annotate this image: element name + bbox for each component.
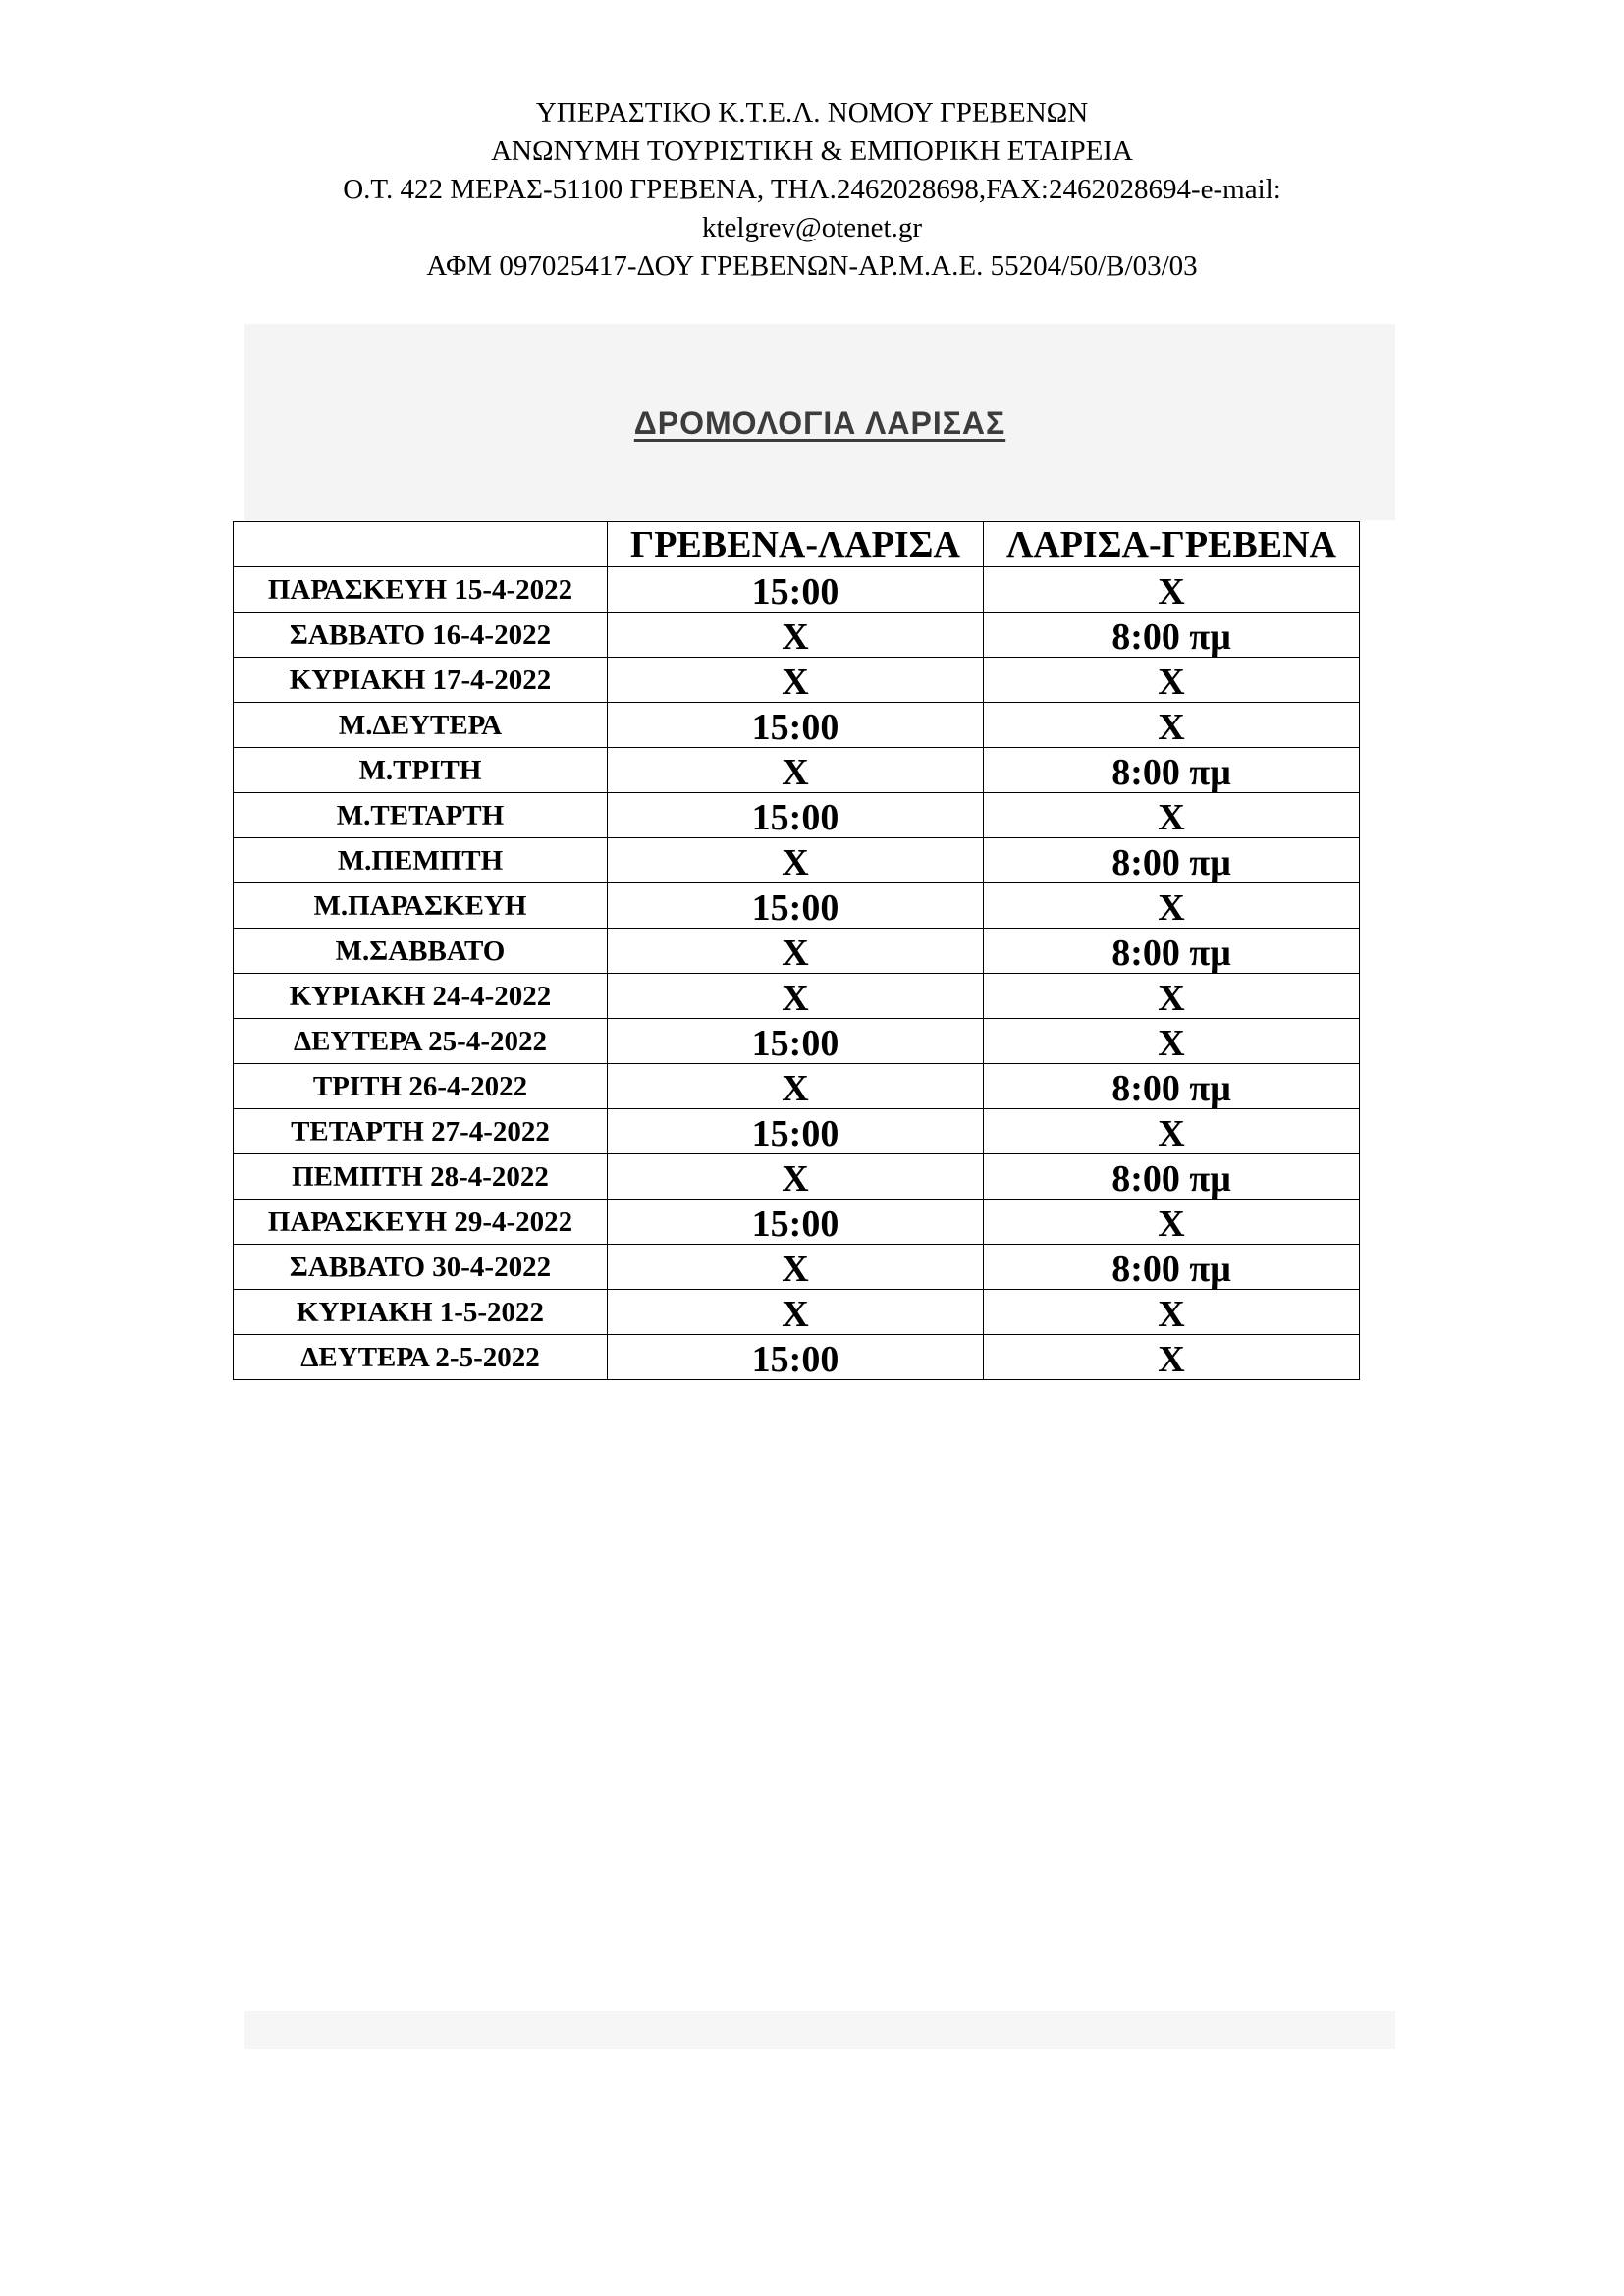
table-header-row	[234, 522, 1360, 567]
table-row	[234, 1245, 1360, 1290]
larisa-grevena-cell: Χ	[984, 703, 1360, 748]
grevena-larisa-cell: 15:00	[608, 1200, 984, 1245]
larisa-grevena-cell: Χ	[984, 658, 1360, 703]
larisa-grevena-cell: 8:00 πμ	[984, 1245, 1360, 1290]
day-cell: ΚΥΡΙΑΚΗ 24-4-2022	[234, 974, 608, 1019]
larisa-grevena-cell: Χ	[984, 883, 1360, 929]
larisa-grevena-cell: Χ	[984, 567, 1360, 613]
grevena-larisa-cell: 15:00	[608, 883, 984, 929]
header-larisa-grevena: ΛΑΡΙΣΑ-ΓΡΕΒΕΝΑ	[984, 522, 1360, 567]
footer-band	[244, 2011, 1395, 2049]
table-row	[234, 703, 1360, 748]
table-row	[234, 883, 1360, 929]
document-title: ΔΡΟΜΟΛΟΓΙΑ ΛΑΡΙΣΑΣ	[633, 405, 1006, 441]
company-email: ktelgrev@otenet.gr	[702, 212, 922, 243]
header-grevena-larisa: ΓΡΕΒΕΝΑ-ΛΑΡΙΣΑ	[608, 522, 984, 567]
grevena-larisa-cell: Χ	[608, 1245, 984, 1290]
larisa-grevena-cell: Χ	[984, 974, 1360, 1019]
table-row	[234, 748, 1360, 793]
day-cell: Μ.ΤΕΤΑΡΤΗ	[234, 793, 608, 838]
grevena-larisa-cell: 15:00	[608, 1109, 984, 1154]
day-cell: ΔΕΥΤΕΡΑ 25-4-2022	[234, 1019, 608, 1064]
day-cell: Μ.ΣΑΒΒΑΤΟ	[234, 929, 608, 974]
letterhead	[0, 94, 1624, 286]
grevena-larisa-cell: 15:00	[608, 1335, 984, 1380]
company-type: ΑΝΩΝΥΜΗ ΤΟΥΡΙΣΤΙΚΗ & ΕΜΠΟΡΙΚΗ ΕΤΑΙΡΕΙΑ	[491, 135, 1133, 167]
larisa-grevena-cell: Χ	[984, 1200, 1360, 1245]
grevena-larisa-cell: Χ	[608, 974, 984, 1019]
grevena-larisa-cell: 15:00	[608, 567, 984, 613]
day-cell: ΠΑΡΑΣΚΕΥΗ 15-4-2022	[234, 567, 608, 613]
day-cell: ΚΥΡΙΑΚΗ 1-5-2022	[234, 1290, 608, 1335]
table-row	[234, 929, 1360, 974]
larisa-grevena-cell: Χ	[984, 793, 1360, 838]
table-row	[234, 1200, 1360, 1245]
day-cell: Μ.ΔΕΥΤΕΡΑ	[234, 703, 608, 748]
table-row	[234, 613, 1360, 658]
larisa-grevena-cell: Χ	[984, 1290, 1360, 1335]
table-row	[234, 567, 1360, 613]
day-cell: ΠΑΡΑΣΚΕΥΗ 29-4-2022	[234, 1200, 608, 1245]
day-cell: ΣΑΒΒΑΤΟ 30-4-2022	[234, 1245, 608, 1290]
table-row	[234, 658, 1360, 703]
day-cell: ΔΕΥΤΕΡΑ 2-5-2022	[234, 1335, 608, 1380]
table-row	[234, 1335, 1360, 1380]
grevena-larisa-cell: Χ	[608, 1290, 984, 1335]
table-row	[234, 793, 1360, 838]
larisa-grevena-cell: 8:00 πμ	[984, 613, 1360, 658]
schedule-table	[233, 521, 1360, 1380]
header-day	[234, 522, 608, 567]
grevena-larisa-cell: 15:00	[608, 793, 984, 838]
larisa-grevena-cell: 8:00 πμ	[984, 838, 1360, 883]
grevena-larisa-cell: 15:00	[608, 703, 984, 748]
grevena-larisa-cell: Χ	[608, 929, 984, 974]
larisa-grevena-cell: Χ	[984, 1335, 1360, 1380]
larisa-grevena-cell: Χ	[984, 1109, 1360, 1154]
larisa-grevena-cell: 8:00 πμ	[984, 748, 1360, 793]
grevena-larisa-cell: Χ	[608, 748, 984, 793]
day-cell: ΠΕΜΠΤΗ 28-4-2022	[234, 1154, 608, 1200]
grevena-larisa-cell: Χ	[608, 658, 984, 703]
table-row	[234, 1109, 1360, 1154]
grevena-larisa-cell: Χ	[608, 1064, 984, 1109]
title-band	[244, 324, 1395, 520]
table-row	[234, 1290, 1360, 1335]
day-cell: Μ.ΠΑΡΑΣΚΕΥΗ	[234, 883, 608, 929]
larisa-grevena-cell: 8:00 πμ	[984, 1064, 1360, 1109]
day-cell: Μ.ΠΕΜΠΤΗ	[234, 838, 608, 883]
grevena-larisa-cell: Χ	[608, 1154, 984, 1200]
larisa-grevena-cell: 8:00 πμ	[984, 1154, 1360, 1200]
table-row	[234, 1154, 1360, 1200]
day-cell: ΤΕΤΑΡΤΗ 27-4-2022	[234, 1109, 608, 1154]
grevena-larisa-cell: Χ	[608, 613, 984, 658]
larisa-grevena-cell: Χ	[984, 1019, 1360, 1064]
table-row	[234, 974, 1360, 1019]
table-row	[234, 1019, 1360, 1064]
larisa-grevena-cell: 8:00 πμ	[984, 929, 1360, 974]
day-cell: ΣΑΒΒΑΤΟ 16-4-2022	[234, 613, 608, 658]
day-cell: ΚΥΡΙΑΚΗ 17-4-2022	[234, 658, 608, 703]
table-row	[234, 838, 1360, 883]
table-row	[234, 1064, 1360, 1109]
company-name: ΥΠΕΡΑΣΤΙΚΟ Κ.Τ.Ε.Λ. ΝΟΜΟΥ ΓΡΕΒΕΝΩΝ	[535, 97, 1089, 129]
grevena-larisa-cell: Χ	[608, 838, 984, 883]
day-cell: ΤΡΙΤΗ 26-4-2022	[234, 1064, 608, 1109]
company-address-contact: Ο.Τ. 422 ΜΕΡΑΣ-51100 ΓΡΕΒΕΝΑ, ΤΗΛ.2462028698,FAX:2462028694-e-mail:	[343, 174, 1281, 205]
grevena-larisa-cell: 15:00	[608, 1019, 984, 1064]
company-tax-info: ΑΦΜ 097025417-ΔΟΥ ΓΡΕΒΕΝΩΝ-ΑΡ.Μ.Α.Ε. 55204/50/Β/03/03	[426, 250, 1198, 282]
day-cell: Μ.ΤΡΙΤΗ	[234, 748, 608, 793]
